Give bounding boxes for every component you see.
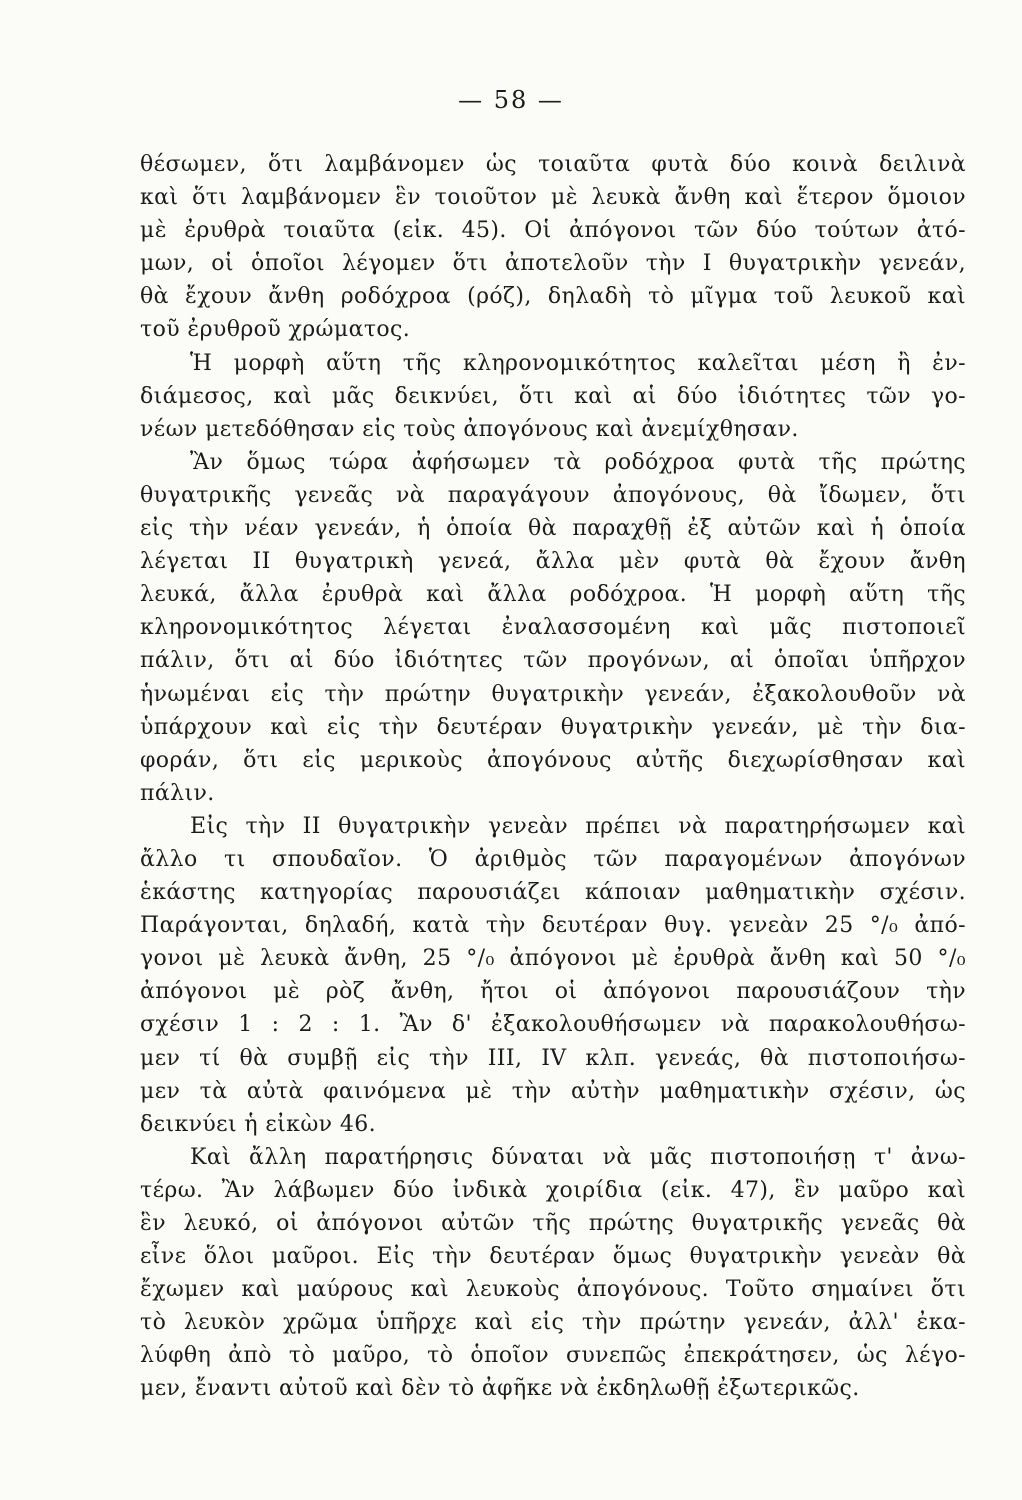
text-line: λύφθη ἀπὸ τὸ μαῦρο, τὸ ὁποῖον συνεπῶς ἐπεκράτησεν, ὡς λέγο- — [140, 1343, 966, 1369]
text-line: δεικνύει ἡ εἰκὼν 46. — [140, 1111, 377, 1137]
text-line: μεν, ἔναντι αὐτοῦ καὶ δὲν τὸ ἀφῆκε νὰ ἐκδηλωθῇ ἐξωτερικῶς. — [140, 1376, 860, 1402]
text-line: Εἰς τὴν ΙΙ θυγατρικὴν γενεὰν πρέπει νὰ παρατηρήσωμεν καὶ — [190, 813, 966, 839]
text-line: θυγατρικῆς γενεᾶς νὰ παραγάγουν ἀπογόνους, θὰ ἴδωμεν, ὅτι — [140, 482, 966, 508]
text-line: πάλιν. — [140, 780, 215, 806]
body-text — [140, 148, 966, 1406]
text-line: εἰς τὴν νέαν γενεάν, ἡ ὁποία θὰ παραχθῇ ἐξ αὐτῶν καὶ ἡ ὁποία — [140, 516, 966, 542]
text-line: ἡνωμέναι εἰς τὴν πρώτην θυγατρικὴν γενεάν, ἐξακολουθοῦν νὰ — [140, 681, 966, 707]
text-line: θὰ ἔχουν ἄνθη ροδόχροα (ρόζ), δηλαδὴ τὸ μῖγμα τοῦ λευκοῦ καὶ — [140, 284, 966, 310]
text-line: τοῦ ἐρυθροῦ χρώματος. — [140, 317, 411, 343]
text-line: ἔχωμεν καὶ μαύρους καὶ λευκοὺς ἀπογόνους. Τοῦτο σημαίνει ὅτι — [140, 1277, 966, 1303]
text-line: λευκά, ἄλλα ἐρυθρὰ καὶ ἄλλα ροδόχροα. Ἡ μορφὴ αὕτη τῆς — [140, 582, 966, 608]
text-line: ἀπόγονοι μὲ ρὸζ ἄνθη, ἤτοι οἱ ἀπόγονοι παρουσιάζουν τὴν — [140, 979, 966, 1005]
text-line: τέρω. Ἂν λάβωμεν δύο ἰνδικὰ χοιρίδια (εἰκ. 47), ἓν μαῦρο καὶ — [140, 1177, 966, 1203]
text-line: μεν τί θὰ συμβῇ εἰς τὴν ΙΙΙ, ΙV κλπ. γενεάς, θὰ πιστοποιήσω- — [140, 1045, 966, 1071]
text-line: Ἂν ὅμως τώρα ἀφήσωμεν τὰ ροδόχροα φυτὰ τῆς πρώτης — [190, 449, 966, 475]
text-line: Καὶ ἄλλη παρατήρησις δύναται νὰ μᾶς πιστοποιήσῃ τ' ἀνω- — [190, 1144, 966, 1170]
page-number: — 58 — — [458, 86, 564, 114]
text-line: ὑπάρχουν καὶ εἰς τὴν δευτέραν θυγατρικὴν γενεάν, μὲ τὴν δια- — [140, 714, 966, 740]
text-line: μων, οἱ ὁποῖοι λέγομεν ὅτι ἀποτελοῦν τὴν Ι θυγατρικὴν γενεάν, — [140, 251, 966, 277]
text-line: ἑκάστης κατηγορίας παρουσιάζει κάποιαν μαθηματικὴν σχέσιν. — [140, 880, 966, 906]
text-line: σχέσιν 1 : 2 : 1. Ἂν δ' ἐξακολουθήσωμεν νὰ παρακολουθήσω- — [140, 1012, 966, 1038]
text-line: Παράγονται, δηλαδή, κατὰ τὴν δευτέραν θυγ. γενεὰν 25 °/₀ ἀπό- — [140, 913, 966, 939]
text-line: λέγεται ΙΙ θυγατρικὴ γενεά, ἄλλα μὲν φυτὰ θὰ ἔχουν ἄνθη — [140, 549, 966, 575]
text-line: διάμεσος, καὶ μᾶς δεικνύει, ὅτι καὶ αἱ δύο ἰδιότητες τῶν γο- — [140, 383, 966, 409]
text-line: νέων μετεδόθησαν εἰς τοὺς ἀπογόνους καὶ ἀνεμίχθησαν. — [140, 416, 799, 442]
text-line: τὸ λευκὸν χρῶμα ὑπῆρχε καὶ εἰς τὴν πρώτην γενεάν, ἀλλ' ἐκα- — [140, 1310, 966, 1336]
text-line: εἶνε ὅλοι μαῦροι. Εἰς τὴν δευτέραν ὅμως θυγατρικὴν γενεὰν θὰ — [140, 1244, 966, 1270]
text-line: γονοι μὲ λευκὰ ἄνθη, 25 °/₀ ἀπόγονοι μὲ ἐρυθρὰ ἄνθη καὶ 50 °/₀ — [140, 946, 966, 972]
text-line: πάλιν, ὅτι αἱ δύο ἰδιότητες τῶν προγόνων, αἱ ὁποῖαι ὑπῆρχον — [140, 648, 966, 674]
text-line: ἓν λευκό, οἱ ἀπόγονοι αὐτῶν τῆς πρώτης θυγατρικῆς γενεᾶς θὰ — [140, 1211, 966, 1236]
text-line: Ἡ μορφὴ αὕτη τῆς κληρονομικότητος καλεῖται μέση ἢ ἐν- — [190, 350, 966, 376]
text-line: φοράν, ὅτι εἰς μερικοὺς ἀπογόνους αὐτῆς διεχωρίσθησαν καὶ — [140, 747, 966, 773]
text-line: ἄλλο τι σπουδαῖον. Ὁ ἀριθμὸς τῶν παραγομένων ἀπογόνων — [140, 846, 966, 872]
text-line: καὶ ὅτι λαμβάνομεν ἓν τοιοῦτον μὲ λευκὰ ἄνθη καὶ ἕτερον ὅμοιον — [140, 185, 966, 211]
text-line: θέσωμεν, ὅτι λαμβάνομεν ὡς τοιαῦτα φυτὰ δύο κοινὰ δειλινὰ — [140, 152, 966, 177]
text-line: μὲ ἐρυθρὰ τοιαῦτα (εἰκ. 45). Οἱ ἀπόγονοι τῶν δύο τούτων ἀτό- — [140, 218, 966, 244]
text-line: μεν τὰ αὐτὰ φαινόμενα μὲ τὴν αὐτὴν μαθηματικὴν σχέσιν, ὡς — [140, 1078, 966, 1104]
text-line: κληρονομικότητος λέγεται ἐναλασσομένη καὶ μᾶς πιστοποιεῖ — [140, 615, 966, 641]
